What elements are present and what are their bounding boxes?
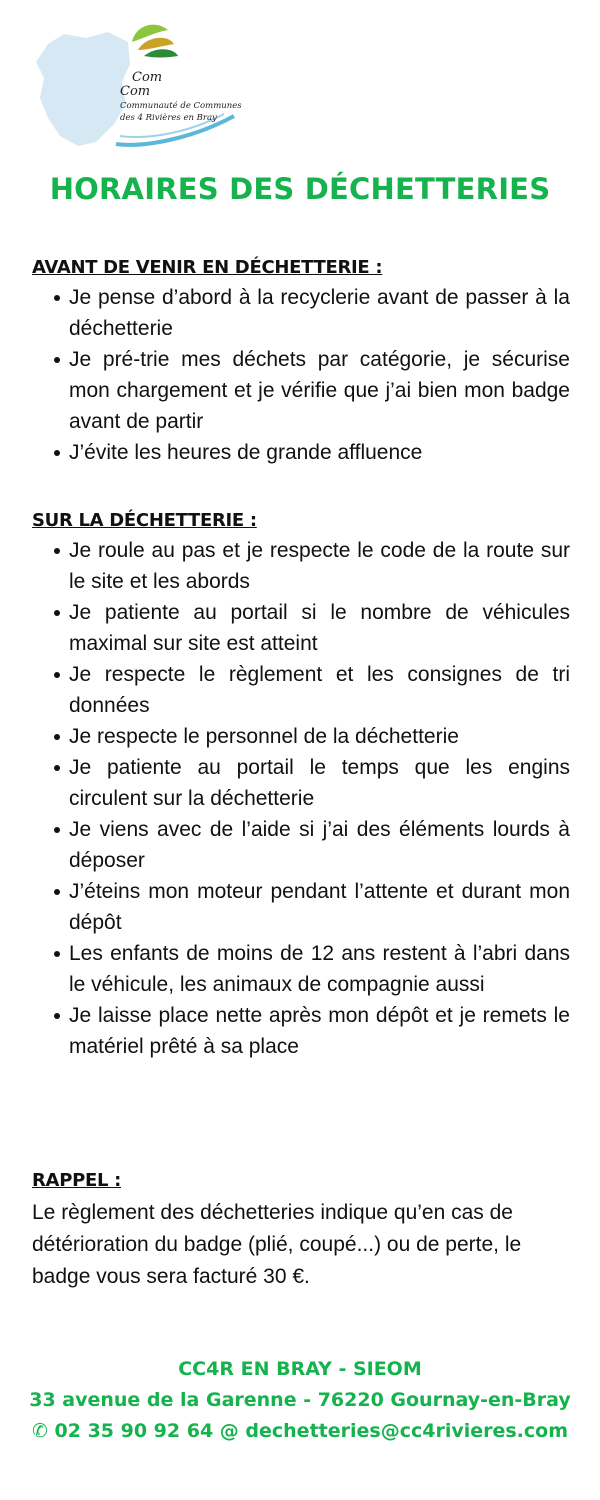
- reminder-section: [32, 1170, 570, 1293]
- reminder-text: Le règlement des déchetteries indique qu’en cas de détérioration du badge (plié, coupé...) ou de perte, le badge vous sera facturé 30 €.: [32, 1201, 522, 1288]
- on-site-section: [32, 510, 570, 1062]
- on-site-heading: SUR LA DÉCHETTERIE :: [32, 510, 257, 531]
- on-site-list: [32, 535, 570, 1062]
- list-item: Les enfants de moins de 12 ans restent à l’abri dans le véhicule, les animaux de compagnie aussi: [32, 938, 570, 1000]
- contact-footer: [0, 1354, 600, 1447]
- before-visit-list: [32, 282, 570, 468]
- before-visit-heading: AVANT DE VENIR EN DÉCHETTERIE :: [32, 257, 383, 278]
- footer-address: 33 avenue de la Garenne - 76220 Gournay-en-Bray: [29, 1389, 571, 1411]
- reminder-heading: RAPPEL :: [32, 1170, 122, 1191]
- list-item: Je viens avec de l’aide si j’ai des éléments lourds à déposer: [32, 814, 570, 876]
- list-item: Je roule au pas et je respecte le code de la route sur le site et les abords: [32, 535, 570, 597]
- logo-word-2: Com: [120, 84, 151, 99]
- list-item: Je pense d’abord à la recyclerie avant de passer à la déchetterie: [32, 282, 570, 344]
- list-item: Je pré-trie mes déchets par catégorie, je sécurise mon chargement et je vérifie que j’ai bien mon badge avant de partir: [32, 344, 570, 437]
- logo-org-line-2: des 4 Rivières en Bray: [120, 113, 217, 123]
- list-item: Je respecte le personnel de la déchetterie: [32, 721, 570, 752]
- list-item: Je patiente au portail le temps que les engins circulent sur la déchetterie: [32, 752, 570, 814]
- list-item: J’éteins mon moteur pendant l’attente et durant mon dépôt: [32, 876, 570, 938]
- logo-org-line-1: Communauté de Communes: [120, 101, 242, 111]
- list-item: Je respecte le règlement et les consignes de tri données: [32, 659, 570, 721]
- footer-org: CC4R EN BRAY - SIEOM: [178, 1358, 422, 1380]
- list-item: Je laisse place nette après mon dépôt et je remets le matériel prêté à sa place: [32, 1000, 570, 1062]
- page-title: HORAIRES DES DÉCHETTERIES: [49, 172, 551, 206]
- logo-word-1: Com: [132, 70, 163, 85]
- list-item: Je patiente au portail si le nombre de véhicules maximal sur site est atteint: [32, 597, 570, 659]
- logo: [34, 20, 264, 150]
- list-item: J’évite les heures de grande affluence: [32, 437, 570, 468]
- before-visit-section: [32, 257, 570, 468]
- footer-contact: ✆ 02 35 90 92 64 @ dechetteries@cc4rivieres.com: [31, 1420, 569, 1442]
